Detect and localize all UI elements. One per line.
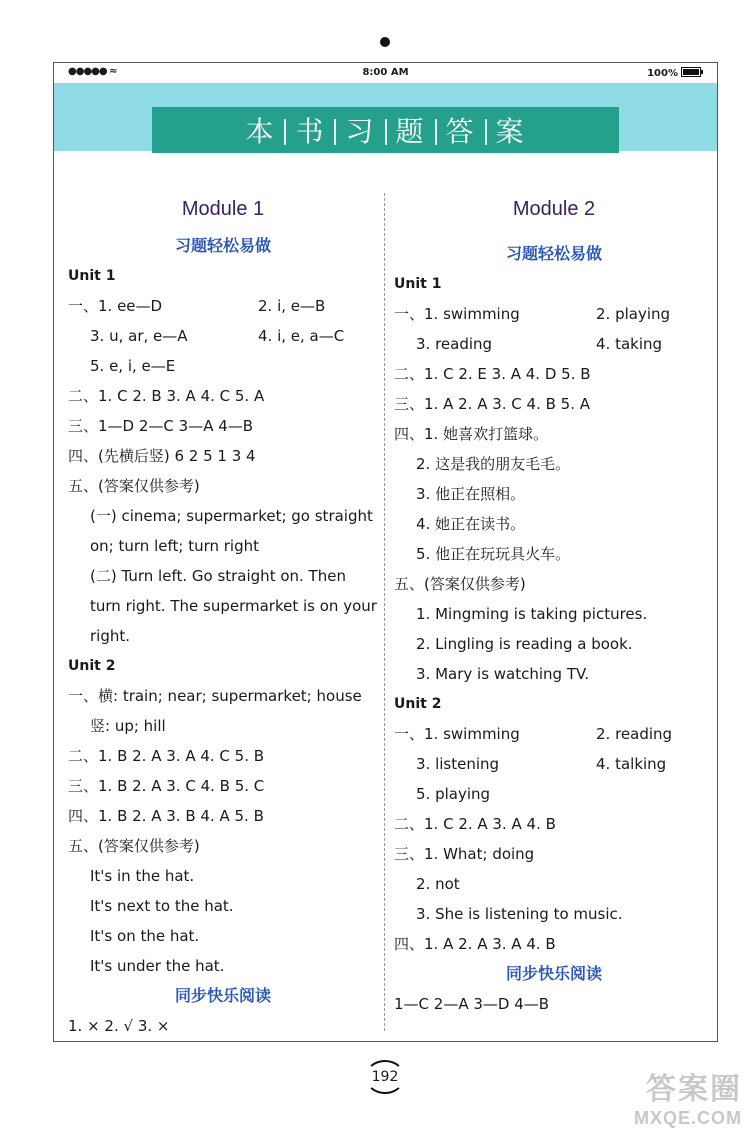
answer-row: 3. listening 4. talking [416, 755, 667, 773]
answer-row: 二、1. B 2. A 3. A 4. C 5. B [68, 747, 265, 765]
section-heading: 习题轻松易做 [505, 244, 602, 263]
status-bar [54, 63, 717, 83]
section-heading: 同步快乐阅读 [174, 986, 271, 1005]
answer-row: on; turn left; turn right [90, 537, 259, 555]
answer-row: 三、1. What; doing [394, 845, 535, 863]
answer-row: right. [90, 627, 131, 645]
page-number: 192 [365, 1060, 405, 1094]
answer-row: (二) Turn left. Go straight on. Then [90, 567, 346, 585]
column-divider [384, 193, 385, 1031]
answer-row: 四、1. A 2. A 3. A 4. B [394, 935, 556, 953]
battery-icon [681, 67, 701, 77]
answer-row: 3. u, ar, e—A 4. i, e, a—C [90, 327, 345, 345]
section-heading: 习题轻松易做 [174, 236, 271, 255]
answer-row: 四、(先横后竖) 6 2 5 1 3 4 [68, 447, 256, 465]
answer-row: 1. × 2. √ 3. × [68, 1017, 170, 1035]
answer-row: 三、1—D 2—C 3—A 4—B [68, 417, 254, 435]
answer-row: 5. e, i, e—E [90, 357, 176, 375]
answer-row: 3. 他正在照相。 [416, 485, 526, 503]
answer-row: 四、1. 她喜欢打篮球。 [394, 425, 549, 443]
answer-row: 2. not [416, 875, 460, 893]
answer-row: 五、(答案仅供参考) [394, 575, 526, 593]
answer-row: 一、1. ee—D 2. i, e—B [68, 297, 326, 315]
answer-row: It's on the hat. [90, 927, 200, 945]
answer-row: 3. She is listening to music. [416, 905, 623, 923]
answer-row: 三、1. B 2. A 3. C 4. B 5. C [68, 777, 265, 795]
answer-row: 五、(答案仅供参考) [68, 477, 200, 495]
answer-row: It's in the hat. [90, 867, 195, 885]
answer-row: 4. 她正在读书。 [416, 515, 526, 533]
unit-heading: Unit 1 [68, 268, 116, 284]
answer-row: 5. 他正在玩玩具火车。 [416, 545, 571, 563]
status-time: 8:00 AM [362, 67, 409, 78]
answer-row: 竖: up; hill [90, 717, 166, 735]
module-1-column [68, 193, 378, 1041]
battery-status: 100% [647, 67, 701, 79]
wifi-icon: ≈ [109, 66, 117, 77]
signal-icon: ●●●●● ≈ [68, 66, 117, 77]
answer-row: 五、(答案仅供参考) [68, 837, 200, 855]
answer-row: 2. Lingling is reading a book. [416, 635, 633, 653]
answer-row: 四、1. B 2. A 3. B 4. A 5. B [68, 807, 264, 825]
title-banner [54, 83, 717, 151]
camera-dot [380, 37, 390, 47]
answer-row: 一、1. swimming 2. reading [394, 725, 673, 743]
unit-heading: Unit 2 [68, 658, 116, 674]
answer-row: 5. playing [416, 785, 491, 803]
answer-row: turn right. The supermarket is on your [90, 597, 377, 615]
module-heading: Module 2 [512, 198, 596, 220]
answer-row: It's under the hat. [90, 957, 225, 975]
answer-row: 3. reading 4. taking [416, 335, 663, 353]
unit-heading: Unit 2 [394, 696, 442, 712]
tablet-screen [53, 62, 718, 1042]
answer-row: 1. Mingming is taking pictures. [416, 605, 648, 623]
answer-row: 3. Mary is watching TV. [416, 665, 590, 683]
page-title: 本 书 习 题 答 案 [245, 115, 526, 148]
module-2-column [394, 193, 714, 1019]
answer-row: 三、1. A 2. A 3. C 4. B 5. A [394, 395, 591, 413]
answer-row: 二、1. C 2. B 3. A 4. C 5. A [68, 387, 265, 405]
answer-row: 一、横: train; near; supermarket; house [68, 687, 362, 705]
answer-row: It's next to the hat. [90, 897, 234, 915]
answer-row: 二、1. C 2. E 3. A 4. D 5. B [394, 365, 591, 383]
unit-heading: Unit 1 [394, 276, 442, 292]
watermark-logo: 答案圈 MXQE.COM [633, 1073, 742, 1128]
answer-row: 2. 这是我的朋友毛毛。 [416, 455, 571, 473]
section-heading: 同步快乐阅读 [505, 964, 602, 983]
answer-row: 一、1. swimming 2. playing [394, 305, 671, 323]
answer-row: 1—C 2—A 3—D 4—B [394, 995, 550, 1013]
answer-row: (一) cinema; supermarket; go straight [90, 507, 373, 525]
answer-row: 二、1. C 2. A 3. A 4. B [394, 815, 556, 833]
module-heading: Module 1 [181, 198, 265, 220]
